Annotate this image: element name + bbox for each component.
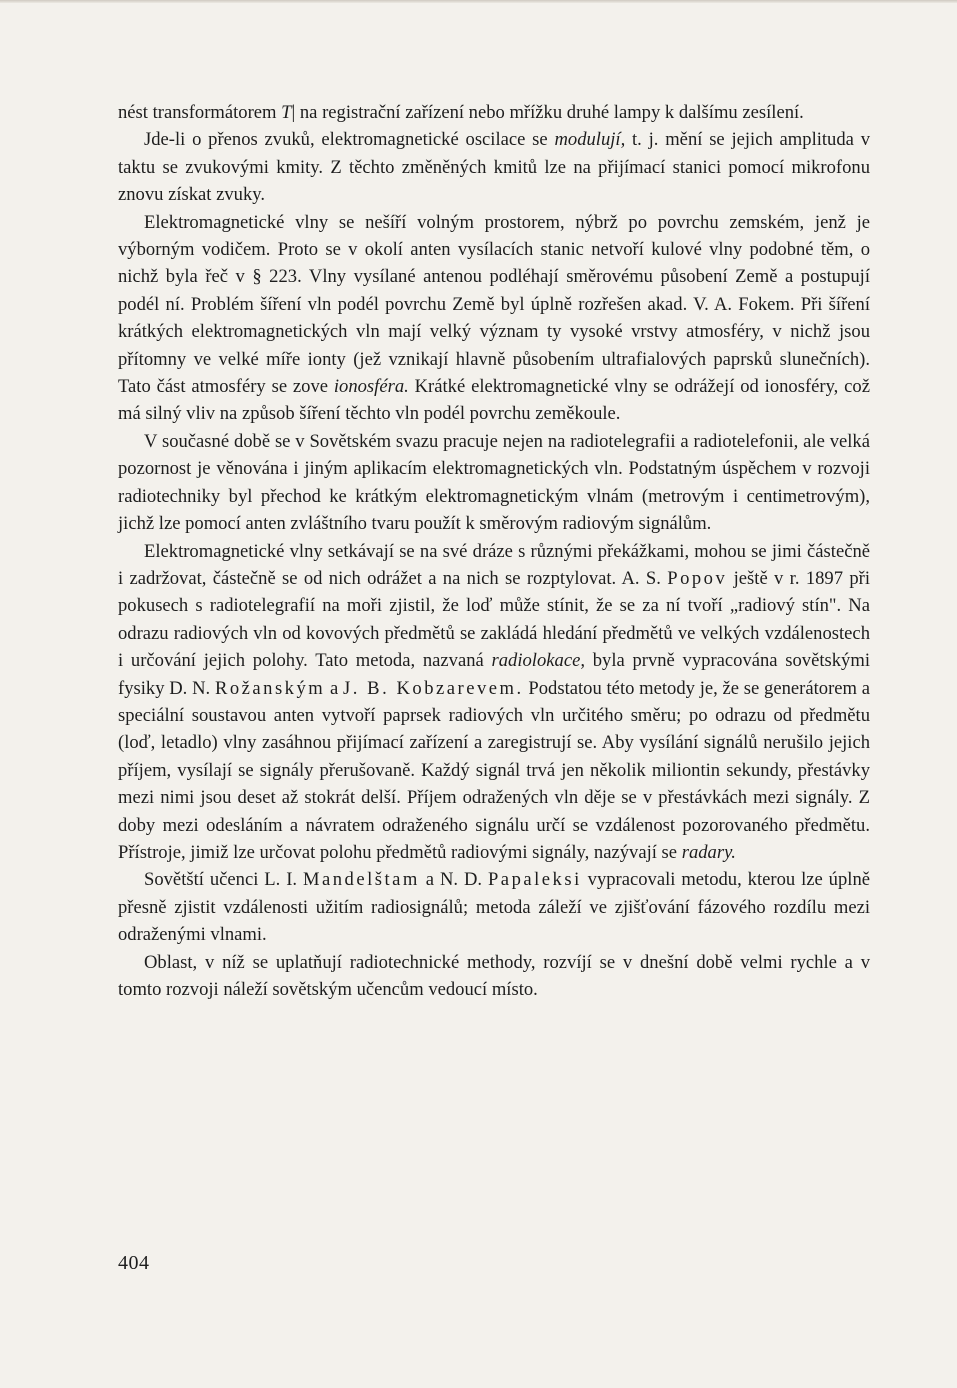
term-radar: radary. <box>681 841 736 863</box>
text-run: a <box>325 677 344 699</box>
term-modulate: modulují, <box>554 129 626 151</box>
text-run: Elektromagnetické vlny se nešíří volným prostorem, nýbrž po povrchu zemském, jenž je výborným vodičem. Proto se v okolí anten vysílacích stanic netvoří kulové vlny podobné těm, o nichž byla řeč v § 223. Vlny vysílané antenou podléhají směrovému působení Země a postupují podél ní. Problém šíření vln podél povrchu Země byl úplně rozřešen akad. V. A. Fokem. Při šíření krátkých elektromagnetických vln mají velký význam ty vysoké vrstvy atmosféry, v nichž jsou přítomny ve velké míře ionty (jež vznikají hlavně působením ultrafialových paprsků slunečních). Tato část atmosféry se zove <box>118 211 870 398</box>
text-run: nést transformátorem <box>118 102 282 123</box>
text-run: Sovětští učenci L. I. <box>144 869 303 891</box>
name-papaleksi: Papaleksi <box>487 869 582 891</box>
symbol-t: T <box>281 102 292 123</box>
page-top-edge <box>0 0 957 3</box>
text-run: Oblast, v níž se uplatňují radiotechnické methody, rozvíjí se v dnešní době velmi rychle a v tomto rozvoji náleží sovětským učencům vedoucí místo. <box>118 951 870 1000</box>
paragraph-3 <box>118 209 870 428</box>
text-run: V současné době se v Sovětském svazu pracuje nejen na radiotelegrafii a radiotelefonii, ale velká pozornost je věnována i jiným aplikacím elektromagnetických vln. Podstatným úspěchem v rozvoji radiotechniky byl přechod ke krátkým elektromagnetickým vlnám (metrovým i centimetrovým), jichž lze pomocí anten zvláštního tvaru použít k směrovým radiovým signálům. <box>118 430 870 535</box>
text-run: t. j. mění se jejich amplituda v taktu se zvukovými kmity. Z těchto změněných kmitů lze na přijímací stanici pomocí mikrofonu znovu získat zvuky. <box>118 129 870 206</box>
text-run: Krátké elektromagnetické vlny se odrážejí od ionosféry, což má silný vliv na způsob šíření těchto vln podél povrchu zeměkoule. <box>118 376 870 425</box>
text-run: | na registrační zařízení nebo mřížku druhé lampy k dalšímu zesílení. <box>291 102 804 123</box>
text-run: Podstatou této metody je, že se generátorem a speciální soustavou anten vytvoří paprsek radiových vln určitého směru; po odrazu od předmětu (loď, letadlo) vlny zasáhnou přijímací zařízení a zaregistrují se. Aby vysílání signálů nerušilo jejich příjem, vysílají se signály přerušovaně. Každý signál trvá jen několik miliontin sekundy, přestávky mezi nimi jsou deset až stokrát delší. Příjem odražených vln děje se v přestávkách mezi signály. Z doby mezi odesláním a návratem odraženého signálu určí se vzdálenost pozorovaného předmětu. Přístroje, jimiž lze určovat polohu předmětů radiovými signály, nazývají se <box>118 677 870 863</box>
paragraph-1 <box>118 99 870 126</box>
paragraph-5 <box>118 538 870 867</box>
name-popov: Popov <box>667 567 728 589</box>
paragraph-6 <box>118 866 870 948</box>
name-rozansky: Rožanským <box>214 677 326 699</box>
name-mandelstam: Mandelštam <box>302 869 420 891</box>
text-run: a N. D. <box>419 869 488 891</box>
page-number: 404 <box>118 1252 150 1274</box>
text-run: ještě v r. 1897 při pokusech s radiotelegrafií na moři zjistil, že loď může stínit, že se za ní tvoří „radiový stín". Na odrazu radiových vln od kovových předmětů se zakládá hledání předmětů ve velkých vzdálenostech i určování jejich polohy. Tato metoda, nazvaná <box>118 567 870 672</box>
term-ionosphere: ionosféra. <box>333 376 409 398</box>
text-run: vypracovali metodu, kterou lze úplně přesně zjistit vzdálenosti užitím radiosignálů; metoda záleží ve zjišťování fázového rozdílu mezi odraženými vlnami. <box>118 869 870 946</box>
paragraph-2 <box>118 126 870 208</box>
text-run: Jde-li o přenos zvuků, elektromagnetické oscilace se <box>144 129 555 151</box>
name-kobzarev: J. B. Kobzarevem. <box>343 677 524 699</box>
term-radiolocation: radiolokace, <box>491 650 585 672</box>
text-run: Elektromagnetické vlny setkávají se na své dráze s různými překážkami, mohou se jimi částečně i zadržovat, částečně se od nich odrážet a na nich se rozptylovat. A. S. <box>118 540 870 589</box>
text-run: byla prvně vypracována sovětskými fysiky D. N. <box>118 650 870 699</box>
paragraph-7 <box>118 949 870 1004</box>
paragraph-4 <box>118 428 870 538</box>
page-body <box>118 99 870 1003</box>
